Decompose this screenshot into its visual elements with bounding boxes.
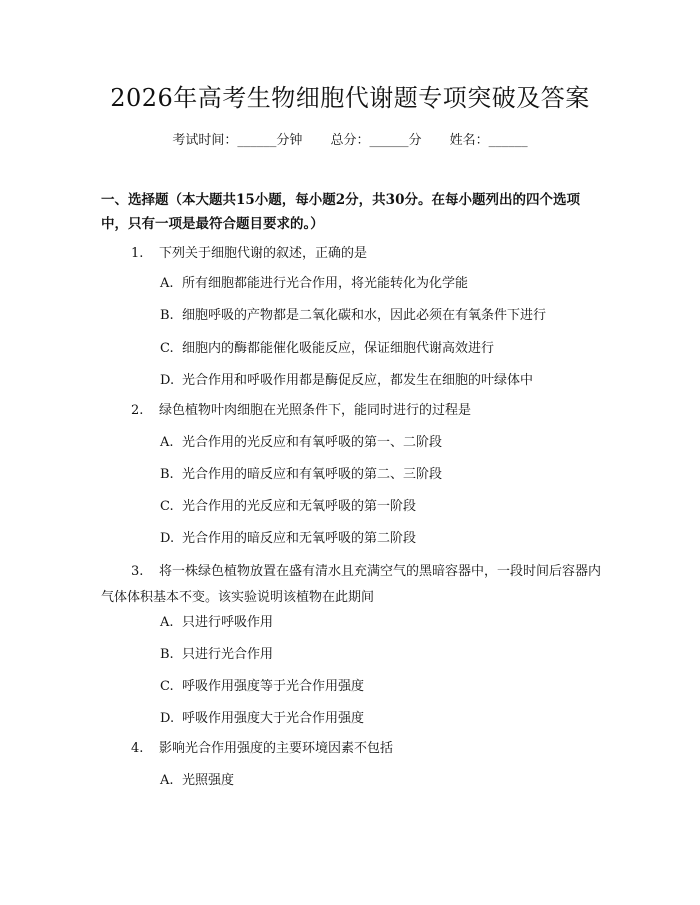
option-letter: D. bbox=[160, 531, 175, 546]
question-text: 影响光合作用强度的主要环境因素不包括 bbox=[159, 741, 394, 756]
answer-option bbox=[160, 464, 442, 486]
option-text: 细胞呼吸的产物都是二氧化碳和水，因此必须在有氧条件下进行 bbox=[182, 308, 547, 323]
answer-option bbox=[160, 273, 468, 295]
option-text: 光合作用的暗反应和有氧呼吸的第二、三阶段 bbox=[182, 467, 443, 482]
document-title: 2026年高考生物细胞代谢题专项突破及答案 bbox=[110, 84, 590, 112]
option-text: 只进行呼吸作用 bbox=[182, 615, 274, 630]
student-name-field: 姓名：______ bbox=[449, 133, 528, 148]
option-letter: A. bbox=[160, 773, 174, 788]
answer-option bbox=[160, 370, 533, 392]
option-letter: D. bbox=[160, 711, 175, 726]
answer-option bbox=[160, 528, 416, 550]
answer-option bbox=[160, 612, 273, 634]
question-stem bbox=[131, 243, 367, 265]
option-text: 所有细胞都能进行光合作用，将光能转化为化学能 bbox=[182, 276, 469, 291]
option-letter: B. bbox=[160, 467, 174, 482]
question-stem bbox=[131, 400, 471, 422]
question-text: 下列关于细胞代谢的叙述，正确的是 bbox=[159, 246, 368, 261]
option-letter: C. bbox=[160, 341, 174, 356]
option-text: 呼吸作用强度大于光合作用强度 bbox=[182, 711, 365, 726]
option-letter: A. bbox=[160, 276, 174, 291]
option-letter: D. bbox=[160, 373, 175, 388]
option-text: 光照强度 bbox=[182, 773, 235, 788]
option-letter: A. bbox=[160, 615, 174, 630]
option-letter: C. bbox=[160, 499, 174, 514]
question-text: 绿色植物叶肉细胞在光照条件下，能同时进行的过程是 bbox=[159, 403, 472, 418]
answer-option bbox=[160, 305, 546, 327]
total-score-field: 总分：______分 bbox=[330, 133, 422, 148]
option-text: 光合作用的光反应和无氧呼吸的第一阶段 bbox=[182, 499, 417, 514]
section-heading-multiple-choice: 一、选择题（本大题共15小题，每小题2分，共30分。在每小题列出的四个选项中，只有一项是最符合题目要求的。） bbox=[101, 192, 580, 232]
option-text: 光合作用的光反应和有氧呼吸的第一、二阶段 bbox=[182, 435, 443, 450]
question-stem bbox=[131, 738, 393, 760]
answer-option bbox=[160, 432, 442, 454]
question-number: 4. bbox=[131, 741, 144, 756]
question-text: 将一株绿色植物放置在盛有清水且充满空气的黑暗容器中，一段时间后容器内气体体积基本不变。该实验说明该植物在此期间 bbox=[101, 564, 602, 605]
option-letter: C. bbox=[160, 679, 174, 694]
option-letter: A. bbox=[160, 435, 174, 450]
answer-option bbox=[160, 676, 364, 698]
exam-time-field: 考试时间：______分钟 bbox=[172, 133, 303, 148]
option-text: 细胞内的酶都能催化吸能反应，保证细胞代谢高效进行 bbox=[182, 341, 495, 356]
answer-option bbox=[160, 708, 364, 730]
exam-info-row bbox=[0, 130, 700, 152]
answer-option bbox=[160, 496, 416, 518]
answer-option bbox=[160, 338, 494, 360]
option-letter: B. bbox=[160, 647, 174, 662]
answer-option bbox=[160, 644, 273, 666]
question-number: 2. bbox=[131, 403, 144, 418]
option-text: 呼吸作用强度等于光合作用强度 bbox=[182, 679, 365, 694]
option-text: 光合作用和呼吸作用都是酶促反应，都发生在细胞的叶绿体中 bbox=[182, 373, 534, 388]
answer-option bbox=[160, 770, 234, 792]
question-stem bbox=[101, 559, 601, 611]
question-number: 1. bbox=[131, 246, 144, 261]
option-text: 只进行光合作用 bbox=[182, 647, 274, 662]
option-text: 光合作用的暗反应和无氧呼吸的第二阶段 bbox=[182, 531, 417, 546]
option-letter: B. bbox=[160, 308, 174, 323]
question-number: 3. bbox=[131, 564, 144, 579]
